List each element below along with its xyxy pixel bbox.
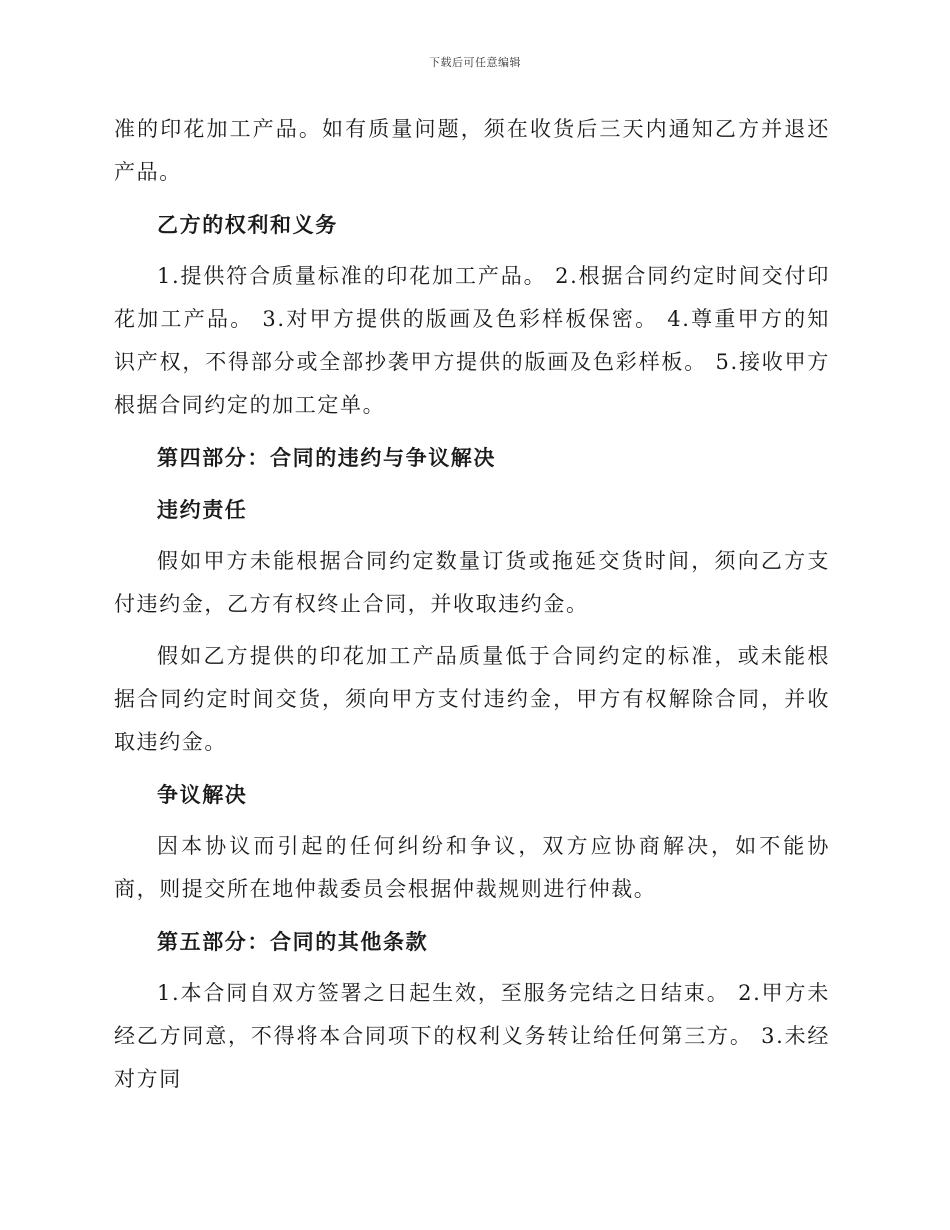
paragraph-breach-party-b: 假如乙方提供的印花加工产品质量低于合同约定的标准，或未能根据合同约定时间交货，须向甲方支付违约金，甲方有权解除合同，并收取违约金。 [114, 644, 830, 754]
paragraph-continued: 准的印花加工产品。如有质量问题，须在收货后三天内通知乙方并退还产品。 [114, 117, 830, 184]
heading-part-four: 第四部分：合同的违约与争议解决 [157, 445, 496, 470]
page-header: 下载后可任意编辑 [429, 56, 521, 69]
paragraph-other-terms: 1.本合同自双方签署之日起生效，至服务完结之日结束。 2.甲方未经乙方同意，不得将本合同项下的权利义务转让给任何第三方。 3.未经对方同 [114, 981, 830, 1091]
paragraph-party-b-duties: 1.提供符合质量标准的印花加工产品。 2.根据合同约定时间交付印花加工产品。 3.对甲方提供的版画及色彩样板保密。 4.尊重甲方的知识产权，不得部分或全部抄袭甲方提供的版画及色彩样板。 5.接收甲方根据合同约定的加工定单。 [114, 264, 830, 417]
heading-breach-liability: 违约责任 [157, 497, 248, 522]
paragraph-breach-party-a: 假如甲方未能根据合同约定数量订货或拖延交货时间，须向乙方支付违约金，乙方有权终止合同，并收取违约金。 [114, 549, 830, 616]
heading-dispute-resolution: 争议解决 [157, 782, 248, 807]
document-body [114, 108, 830, 1101]
paragraph-dispute-resolution: 因本协议而引起的任何纠纷和争议，双方应协商解决，如不能协商，则提交所在地仲裁委员会根据仲裁规则进行仲裁。 [114, 834, 830, 901]
heading-party-b-rights: 乙方的权利和义务 [157, 212, 338, 237]
heading-part-five: 第五部分：合同的其他条款 [157, 929, 429, 954]
